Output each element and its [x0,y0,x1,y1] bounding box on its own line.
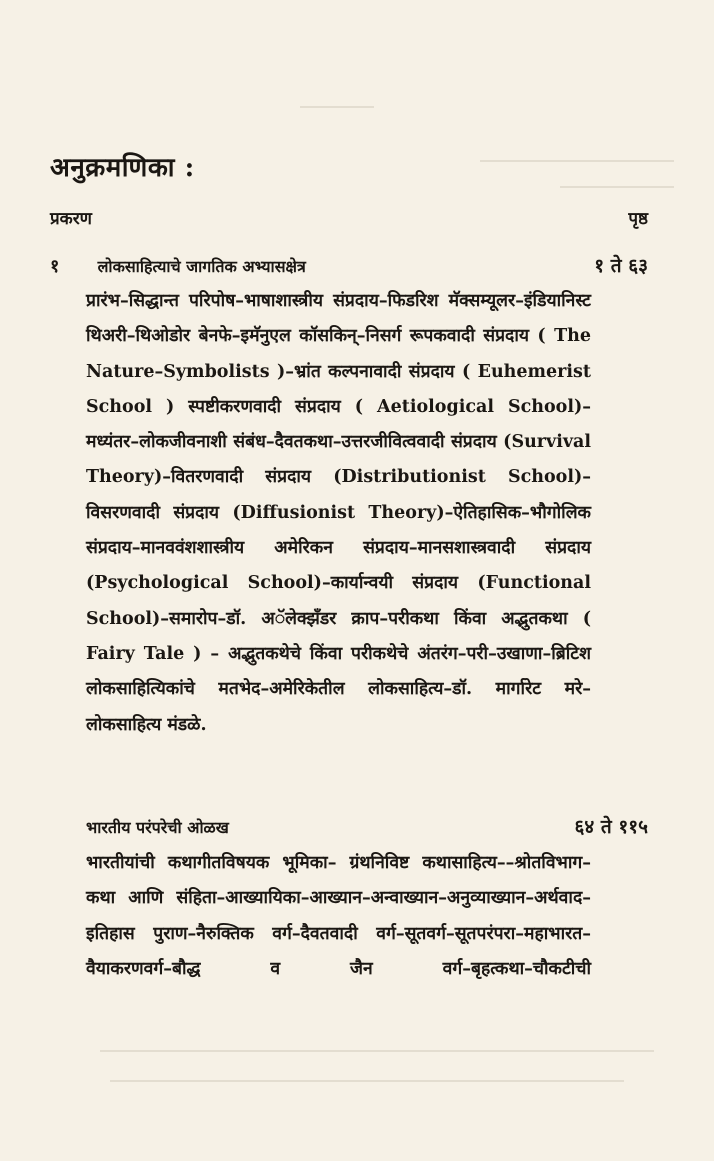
bleed-through-mark [110,1080,624,1082]
chapter-title: भारतीय परंपरेची ओळख [86,818,229,837]
chapter-page-range: १ ते ६३ [594,255,648,277]
bleed-through-mark [560,186,674,188]
chapter-summary: प्रारंभ–सिद्धान्त परिपोष–भाषाशास्त्रीय संप्रदाय–फिडरिश मॅक्सम्यूलर–इंडियानिस्ट थिअरी–थिओडोर बेनफे–इमॅनुएल कॉसकिन्–निसर्ग रूपकवादी संप्रदाय ( The Nature–Symbolists )–भ्रांत कल्पनावादी संप्रदाय ( Euhemerist School ) स्पष्टीकरणवादी संप्रदाय ( Aetiological School)–मध्यंतर–लोकजीवनाशी संबंध–दैवतकथा–उत्तरजीवित्ववादी संप्रदाय (Survival Theory)–वितरणवादी संप्रदाय (Distributionist School)–विसरणवादी संप्रदाय (Diffusionist Theory)–ऐतिहासिक–भौगोलिक संप्रदाय–मानववंशशास्त्रीय अमेरिकन संप्रदाय–मानसशास्त्रवादी संप्रदाय (Psychological School)–कार्यान्वयी संप्रदाय (Functional School)–समारोप–डॉ. अॅलेक्झँडर क्राप–परीकथा किंवा अद्भुतकथा ( Fairy Tale ) – अद्भुतकथेचे किंवा परीकथेचे अंतरंग–परी–उखाणा–ब्रिटिश लोकसाहित्यिकांचे मतभेद–अमेरिकेतील लोकसाहित्य–डॉ. मार्गारेट मरे–लोकसाहित्य मंडळे. [86,291,591,735]
chapter-title-group [50,254,306,278]
chapter-summary: भारतीयांची कथागीतविषयक भूमिका– ग्रंथनिविष्ट कथासाहित्य––श्रोतविभाग–कथा आणि संहिता–आख्यायिका–आख्यान–अन्वाख्यान–अनुव्याख्यान–अर्थवाद–इतिहास पुराण–नैरुक्तिक वर्ग–दैवतवादी वर्ग–सूतवर्ग–सूतपरंपरा–महाभारत–वैयाकरणवर्ग–बौद्ध व जैन वर्ग–बृहत्कथा–चौकटीची [86,853,591,979]
chapter-page-range: ६४ ते ११५ [574,816,648,838]
bleed-through-mark [300,106,374,108]
chapter-number: १ [50,256,60,277]
page-title: अनुक्रमणिका : [50,153,195,183]
column-header-row [50,206,648,229]
bleed-through-mark [480,160,674,162]
chapter-entry-2 [86,813,648,839]
chapter-column-label: प्रकरण [50,209,92,229]
bleed-through-mark [100,1050,654,1052]
chapter-title: लोकसाहित्याचे जागतिक अभ्यासक्षेत्र [97,257,306,276]
page-column-label: पृष्ठ [628,209,648,229]
chapter-entry-1 [50,252,648,278]
